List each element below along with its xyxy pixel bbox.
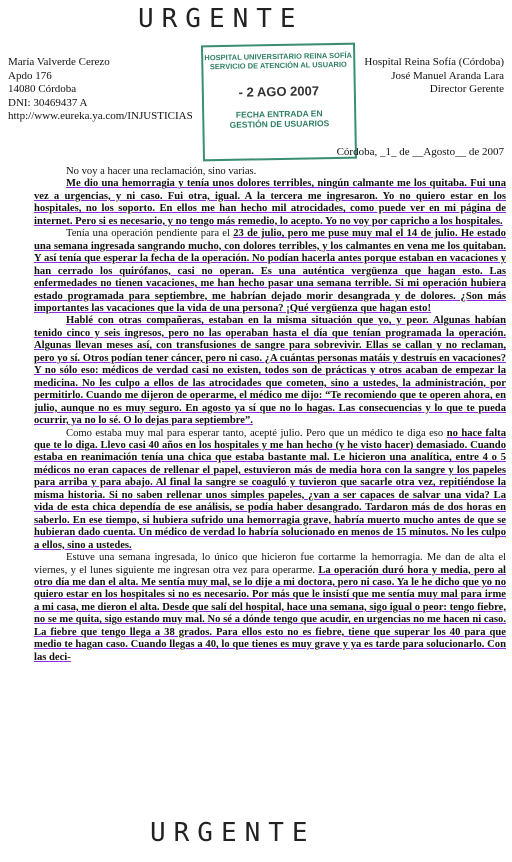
handwritten-urgent-top: URGENTE: [138, 4, 304, 34]
sender-block: [8, 56, 193, 124]
stamp-hospital: HOSPITAL UNIVERSITARIO REINA SOFÍA: [204, 50, 353, 63]
paragraph-july-highlight: no hace falta que te lo diga. Llevo casi 40 años en los hospitales y me han hecho (y he visto hacer) demasiado. Cuando estaba en reanimación tenía una chica que estaba bastante mal. Le hicieron una analítica, entre 4 o 5 médicos no eran capaces de rellenar el papel, estuvieron más de media hora con la sangre y los papeles para arriba y para abajo. Al final la sangre se coaguló y tuvieron que sacarle otra vez, repitiéndose la misma historia. Si no saben rellenar unos simples papeles, ¿van a ser capaces de salvar una vida? La vida de esta chica dependía de ese análisis, se podía haber desangrado. Tardaron más de dos horas en saberlo. En ese tiempo, si hubiera sufrido una hemorragia grave, habría muerto mucho antes de que se hubieran dado cuenta. Un médico de verdad lo habría solucionado en menos de 15 minutos. No les culpo a ellos, sino a ustedes.: [34, 427, 506, 551]
paragraph-discharge-lead: Estuve una semana ingresada, lo único que hicieron fue cortarme la hemorragia. Me dan de alta el viernes, y el lunes siguiente me ingresan otra vez para operarme.: [34, 552, 506, 576]
reception-stamp: [201, 43, 357, 162]
paragraph-companions: Hablé con otras compañeras, estaban en la misma situación que yo, y peor. Algunas habían tenido cinco y seis ingresos, pero no las operaban hasta el día que tenían programada la operación. Algunas llevan meses así, con transfusiones de sangre para sobrevivir. Ellas se callan y no reclaman, pero yo sí. Otros podían tener cáncer, pero ni caso. ¿A cuántas personas matáis y destruís en vacaciones? Y no sólo eso: médicos de verdad casi no existen, todos son de prácticas y otros acaban de empezar la medicina. No les culpo a ellos de las atrocidades que cometen, sino a ustedes, la administración, por permitirlo. Cuando me dijeron de operarme, el médico me dijo: “Te recomiendo que te operen ahora, en julio, aunque no es muy seguro. En agosto ya sí que no lo hagas. Las consecuencias y lo que te pueda ocurrir, ya no lo sé. O lo dejas para septiembre”.: [34, 315, 506, 427]
stamp-entry-label: FECHA ENTRADA EN: [235, 108, 323, 120]
handwritten-urgent-bottom: URGENTE: [150, 818, 316, 848]
paragraph-july: [34, 428, 506, 553]
stamp-dept-label: GESTIÓN DE USUARIOS: [229, 118, 330, 130]
recipient-institution: Hospital Reina Sofía (Córdoba): [364, 56, 504, 68]
recipient-name: José Manuel Aranda Lara: [391, 69, 504, 82]
sender-name: María Valverde Cerezo: [8, 56, 110, 68]
letter-body: [34, 166, 506, 664]
paragraph-discharge-highlight: La operación duró hora y media, pero al otro día me dan el alta. Me sentía muy mal, se lo dije a mi doctora, pero ni caso. Ya le he dicho que yo no quiero estar en los hospitales si no es necesario. Por más que le insistí que me sentía muy mal para irme a mi casa, me dieron el alta. Desde que salí del hospital, hace una semana, sigo igual o peor: tengo fiebre, no se me quita, sigo estando muy mal. No sé a dónde tengo que acudir, en urgencias no me hacen ni caso. La fiebre que tengo llega a 38 grados. Para ellos esto no es fiebre, tiene que superar los 40 para que medio te hagan caso. Cuando llegas a 40, lo que tienes es muy grave y ya es tarde para solucionarlo. Con las deci-: [34, 564, 506, 663]
recipient-block: [364, 56, 504, 97]
place-date: Córdoba, _1_ de __Agosto__ de 2007: [336, 146, 504, 158]
sender-city: 14080 Córdoba: [8, 83, 77, 95]
paragraph-operation-highlight: 23 de julio, pero me puse muy mal el 14 de julio. He estado una semana ingresada sangrando mucho, con dolores terribles, y los calmantes en vena me los quitaban. Y así tenía que esperar la fecha de la operación. No podían hacerla antes porque estaban en vacaciones y han cerrado los quirófanos, casi no operan. Es una auténtica vergüenza que hagan esto. Las enfermedades no tienen vacaciones, me han hecho pasar una semana terrible. Si mi operación hubiera estado programada para septiembre, me habrían dejado morir desangrada y de dolores. ¿Son más importantes las vacaciones que la vida de una persona? ¡Qué vergüenza que hagan esto!: [34, 228, 506, 314]
paragraph-hemorrhage: Me dio una hemorragia y tenía unos dolores terribles, ningún calmante me los quitaba. Fui una vez a urgencias, y ni caso. Fui otra, igual. A la tercera me ingresaron. Yo no quiero estar en los hospitales, no los soporto. En ellos me han hecho mil atrocidades, como puede ver en mi página de internet. Pero si es necesario, y no tengo más remedio, lo acepto. Yo no voy por capricho a los hospitales.: [34, 178, 506, 227]
sender-dni: DNI: 30469437 A: [8, 96, 88, 109]
paragraph-july-lead: Como estaba muy mal para esperar tanto, acepté julio. Pero que un médico te diga eso: [66, 427, 447, 439]
paragraph-discharge: [34, 552, 506, 664]
recipient-role: Director Gerente: [429, 83, 504, 95]
stamp-service: SERVICIO DE ATENCIÓN AL USUARIO: [209, 59, 347, 72]
stamp-date: - 2 AGO 2007: [238, 83, 320, 100]
sender-address: Apdo 176: [8, 69, 52, 82]
sender-url[interactable]: http://www.eureka.ya.com/INJUSTICIAS: [8, 110, 193, 122]
paragraph-operation-lead: Tenía una operación pendiente para el: [66, 228, 234, 240]
paragraph-operation: [34, 228, 506, 315]
paragraph-intro: No voy a hacer una reclamación, sino varias.: [66, 166, 257, 177]
